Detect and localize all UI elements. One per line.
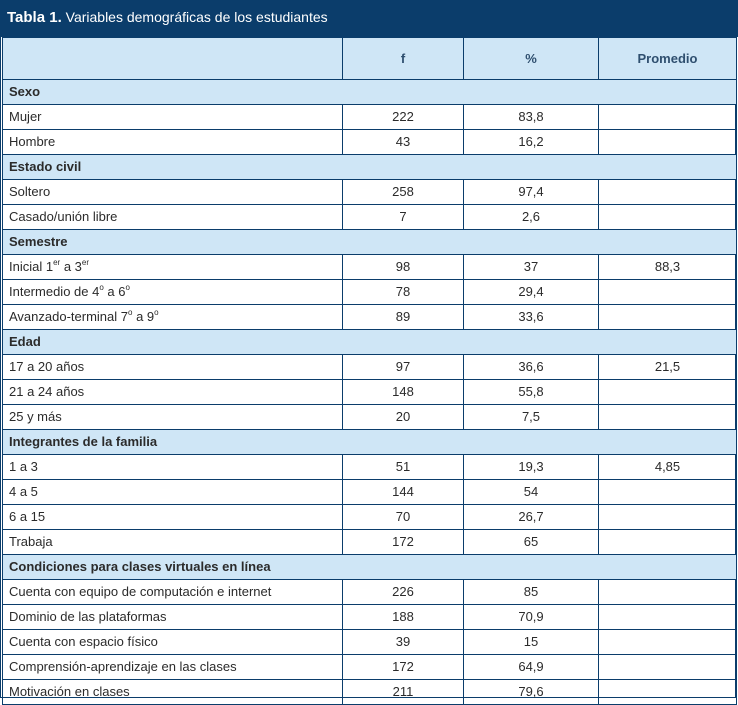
cell-percent: 83,8 — [464, 105, 599, 130]
cell-f: 188 — [343, 605, 464, 630]
table-row — [3, 405, 737, 430]
section-edad: Edad — [3, 330, 737, 355]
row-label: Motivación en clases — [3, 680, 343, 705]
table-row — [3, 355, 737, 380]
cell-promedio — [599, 180, 737, 205]
cell-f: 211 — [343, 680, 464, 705]
cell-percent: 33,6 — [464, 305, 599, 330]
cell-percent: 26,7 — [464, 505, 599, 530]
cell-percent: 64,9 — [464, 655, 599, 680]
cell-promedio: 21,5 — [599, 355, 737, 380]
row-label: Trabaja — [3, 530, 343, 555]
cell-f: 148 — [343, 380, 464, 405]
cell-f: 39 — [343, 630, 464, 655]
cell-percent: 7,5 — [464, 405, 599, 430]
header-row — [3, 38, 737, 80]
row-label: 25 y más — [3, 405, 343, 430]
cell-promedio — [599, 405, 737, 430]
table-row — [3, 455, 737, 480]
header-promedio: Promedio — [599, 38, 737, 80]
cell-percent: 19,3 — [464, 455, 599, 480]
cell-f: 98 — [343, 255, 464, 280]
cell-promedio — [599, 130, 737, 155]
header-blank — [3, 38, 343, 80]
cell-promedio — [599, 530, 737, 555]
row-label: 4 a 5 — [3, 480, 343, 505]
row-label: Hombre — [3, 130, 343, 155]
table-row — [3, 680, 737, 705]
table-row — [3, 180, 737, 205]
table-row — [3, 205, 737, 230]
table-row — [3, 255, 737, 280]
cell-promedio — [599, 280, 737, 305]
cell-f: 20 — [343, 405, 464, 430]
cell-f: 7 — [343, 205, 464, 230]
section-estado-civil: Estado civil — [3, 155, 737, 180]
cell-percent: 55,8 — [464, 380, 599, 405]
cell-promedio — [599, 380, 737, 405]
section-condiciones: Condiciones para clases virtuales en línea — [3, 555, 737, 580]
cell-percent: 70,9 — [464, 605, 599, 630]
table-number: Tabla 1. — [7, 9, 62, 26]
row-label: Avanzado-terminal 7$^o$ a 9$^o$ — [3, 305, 343, 330]
cell-percent: 29,4 — [464, 280, 599, 305]
table-row — [3, 305, 737, 330]
row-label: Inicial 1er a 3er — [3, 255, 343, 280]
row-label: Soltero — [3, 180, 343, 205]
cell-f: 172 — [343, 530, 464, 555]
cell-promedio — [599, 580, 737, 605]
header-f: f — [343, 38, 464, 80]
section-row — [3, 555, 737, 580]
table-row — [3, 655, 737, 680]
cell-promedio — [599, 205, 737, 230]
table-row — [3, 580, 737, 605]
cell-percent: 16,2 — [464, 130, 599, 155]
cell-promedio — [599, 505, 737, 530]
section-row — [3, 155, 737, 180]
cell-f: 51 — [343, 455, 464, 480]
table-row — [3, 105, 737, 130]
section-row — [3, 430, 737, 455]
cell-percent: 2,6 — [464, 205, 599, 230]
cell-promedio — [599, 305, 737, 330]
cell-promedio — [599, 605, 737, 630]
row-label: 6 a 15 — [3, 505, 343, 530]
section-familia: Integrantes de la familia — [3, 430, 737, 455]
cell-f: 258 — [343, 180, 464, 205]
section-row — [3, 330, 737, 355]
cell-percent: 15 — [464, 630, 599, 655]
demographics-table — [2, 37, 737, 705]
cell-f: 70 — [343, 505, 464, 530]
table-caption: Variables demográficas de los estudiantes — [65, 9, 328, 25]
section-sexo: Sexo — [3, 80, 737, 105]
table-row — [3, 505, 737, 530]
cell-promedio — [599, 630, 737, 655]
table-row — [3, 130, 737, 155]
row-label: 21 a 24 años — [3, 380, 343, 405]
cell-f: 89 — [343, 305, 464, 330]
cell-promedio — [599, 655, 737, 680]
cell-f: 43 — [343, 130, 464, 155]
table-row — [3, 630, 737, 655]
cell-percent: 79,6 — [464, 680, 599, 705]
table-row — [3, 380, 737, 405]
table-row — [3, 480, 737, 505]
cell-f: 172 — [343, 655, 464, 680]
section-row — [3, 230, 737, 255]
cell-f: 222 — [343, 105, 464, 130]
row-label: Intermedio de 4$^o$ a 6$^o$ — [3, 280, 343, 305]
table-row — [3, 280, 737, 305]
section-row — [3, 80, 737, 105]
cell-promedio: 88,3 — [599, 255, 737, 280]
row-label: Comprensión-aprendizaje en las clases — [3, 655, 343, 680]
cell-f: 144 — [343, 480, 464, 505]
cell-f: 226 — [343, 580, 464, 605]
cell-percent: 36,6 — [464, 355, 599, 380]
row-label: Cuenta con espacio físico — [3, 630, 343, 655]
table-title — [0, 0, 738, 37]
header-percent: % — [464, 38, 599, 80]
row-label: 1 a 3 — [3, 455, 343, 480]
cell-percent: 65 — [464, 530, 599, 555]
table-row — [3, 605, 737, 630]
cell-f: 97 — [343, 355, 464, 380]
cell-promedio — [599, 680, 737, 705]
section-semestre: Semestre — [3, 230, 737, 255]
row-label: Mujer — [3, 105, 343, 130]
row-label: 17 a 20 años — [3, 355, 343, 380]
cell-percent: 37 — [464, 255, 599, 280]
cell-promedio: 4,85 — [599, 455, 737, 480]
cell-percent: 54 — [464, 480, 599, 505]
cell-f: 78 — [343, 280, 464, 305]
cell-promedio — [599, 480, 737, 505]
cell-promedio — [599, 105, 737, 130]
row-label: Cuenta con equipo de computación e internet — [3, 580, 343, 605]
cell-percent: 85 — [464, 580, 599, 605]
table-row — [3, 530, 737, 555]
row-label: Casado/unión libre — [3, 205, 343, 230]
row-label: Dominio de las plataformas — [3, 605, 343, 630]
cell-percent: 97,4 — [464, 180, 599, 205]
